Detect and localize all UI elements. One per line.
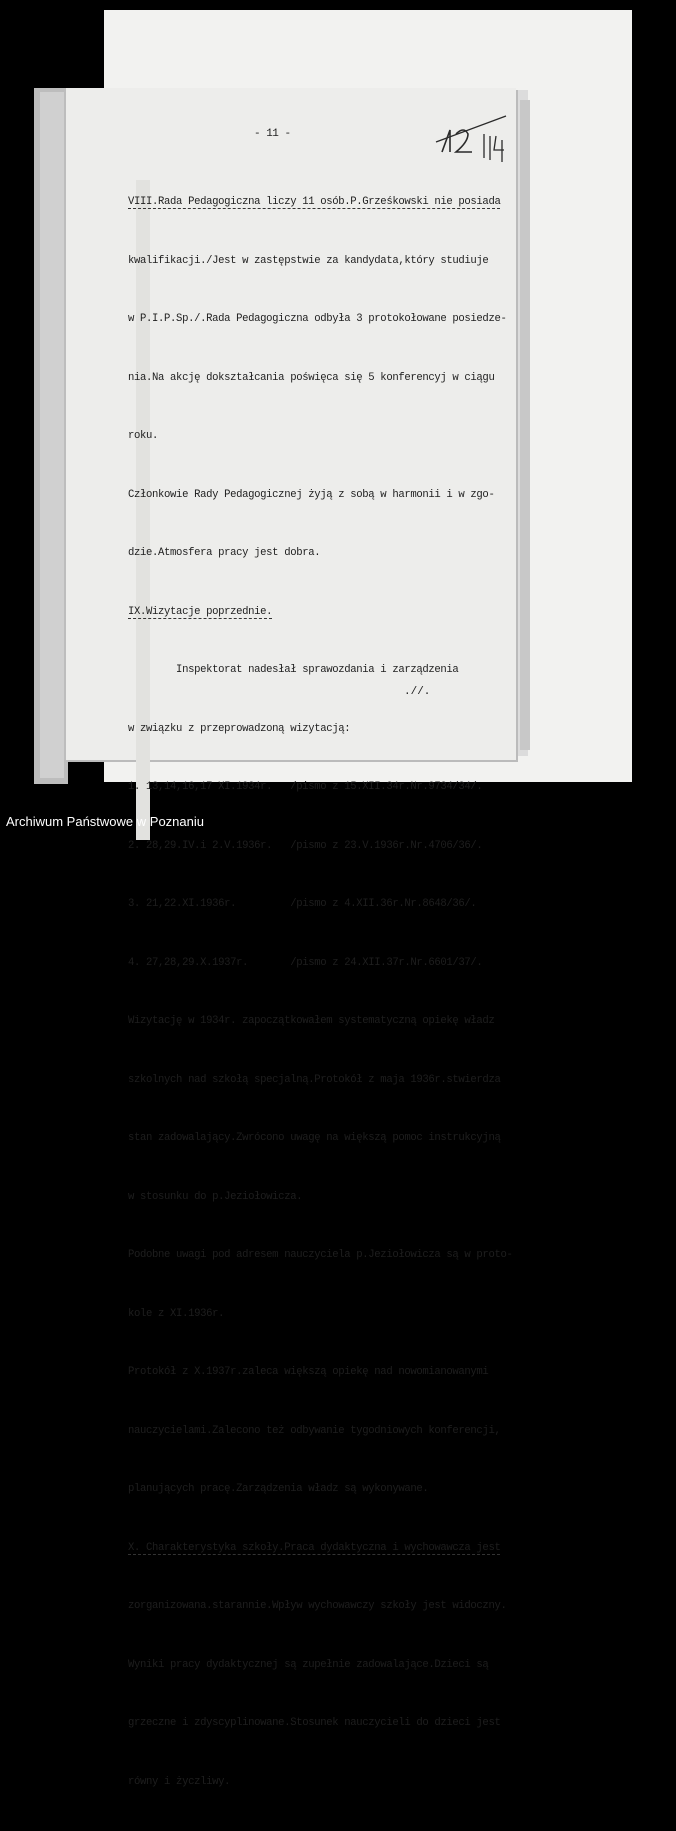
- text-line: nauczycielami.Zalecono też odbywanie tygodniowych konferencji,: [128, 1424, 501, 1437]
- binding-strip-inner: [40, 92, 64, 778]
- text-line: w stosunku do p.Jeziołowicza.: [128, 1190, 303, 1203]
- text-line: nia.Na akcję dokształcania poświęca się 5 konferencyj w ciągu: [128, 371, 495, 384]
- text-line: [128, 603, 518, 623]
- text-line: grzeczne i zdyscyplinowane.Stosunek nauczycieli do dzieci jest: [128, 1717, 501, 1729]
- visitation-item: 4. 27,28,29.X.1937r. /pismo z 24.XII.37r.Nr.6601/37/.: [128, 956, 483, 969]
- archive-watermark-label: Archiwum Państwowe w Poznaniu: [6, 814, 204, 829]
- section-heading-viii: VIII.Rada Pedagogiczna liczy 11 osób.P.Grześkowski nie posiada: [128, 196, 501, 208]
- visitation-item: 2. 28,29.IV.i 2.V.1936r. /pismo z 23.V.1936r.Nr.4706/36/.: [128, 839, 483, 852]
- text-line: [128, 193, 518, 213]
- text-line: szkolnych nad szkołą specjalną.Protokół z maja 1936r.stwierdza: [128, 1073, 501, 1086]
- text-line: w P.I.P.Sp./.Rada Pedagogiczna odbyła 3 protokołowane posiedze-: [128, 313, 507, 325]
- section-heading-ix: IX.Wizytacje poprzednie.: [128, 605, 273, 618]
- text-line: [128, 1539, 518, 1559]
- text-line: Wyniki pracy dydaktycznej są zupełnie zadowalające.Dzieci są: [128, 1658, 489, 1671]
- text-line: stan zadowalający.Zwrócono uwagę na większą pomoc instrukcyjną: [128, 1132, 501, 1144]
- text-line: Inspektorat nadesłał sprawozdania i zarządzenia: [128, 664, 459, 676]
- text-line: kole z XI.1936r.: [128, 1307, 225, 1320]
- text-line: dzie.Atmosfera pracy jest dobra.: [128, 547, 321, 559]
- text-line: roku.: [128, 430, 159, 442]
- section-heading-x: X. Charakterystyka szkoły.Praca dydaktyczna i wychowawcza jest: [128, 1541, 501, 1554]
- text-line: Podobne uwagi pod adresem nauczyciela p.Jeziołowicza są w proto-: [128, 1249, 513, 1261]
- text-line: równy i życzliwy.: [128, 1775, 231, 1788]
- text-line: Protokół z X.1937r.zaleca większą opiekę nad nowomianowanymi: [128, 1366, 489, 1378]
- sheet-edge-inner: [520, 100, 530, 750]
- text-line: planujących pracę.Zarządzenia władz są wykonywane.: [128, 1483, 429, 1495]
- typed-text-block: [128, 154, 518, 1831]
- text-line: Wizytację w 1934r. zapoczątkowałem systematyczną opiekę władz: [128, 1015, 495, 1027]
- visitation-item: 1. 13,14,16,17 XI.1934r. /pismo z 15.XII.34r.Nr.9734/34/.: [128, 781, 483, 793]
- visitation-item: 3. 21,22.XI.1936r. /pismo z 4.XII.36r.Nr.8648/36/.: [128, 898, 477, 910]
- text-line: w związku z przeprowadzoną wizytacją:: [128, 722, 351, 735]
- continuation-mark: .//.: [404, 686, 431, 698]
- text-line: kwalifikacji./Jest w zastępstwie za kandydata,który studiuje: [128, 254, 489, 267]
- text-line: zorganizowana.starannie.Wpływ wychowawczy szkoły jest widoczny.: [128, 1600, 507, 1612]
- page-number: - 11 -: [254, 128, 291, 140]
- text-line: Członkowie Rady Pedagogicznej żyją z sobą w harmonii i w zgo-: [128, 488, 495, 501]
